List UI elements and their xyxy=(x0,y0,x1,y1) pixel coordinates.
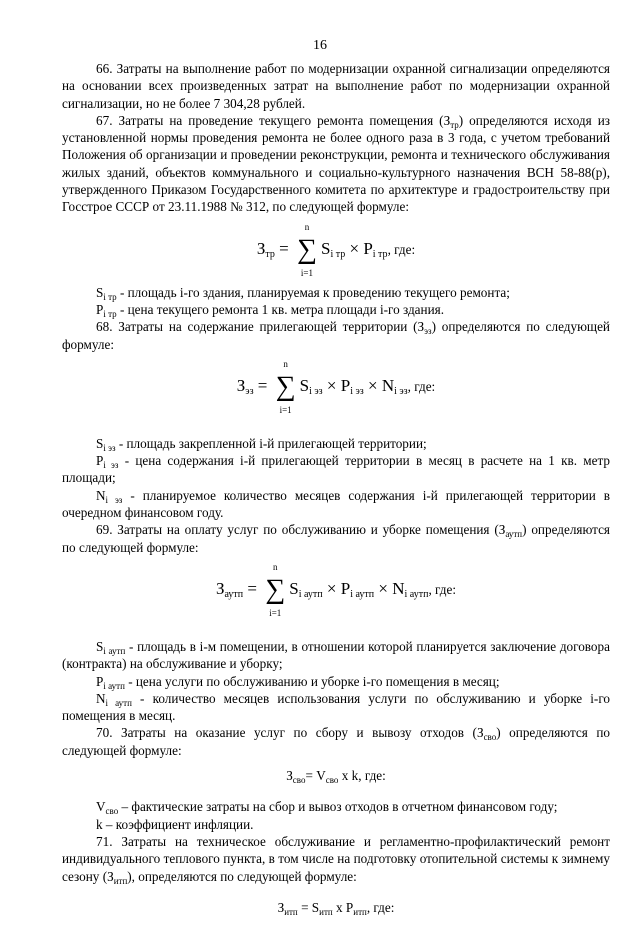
definition-p-tr: $P_{i тр}$ - цена текущего ремонта 1 кв. метра площади i-го здания. xyxy=(96,301,444,319)
sum-sign: n ∑ i=1 xyxy=(296,221,317,278)
definition-v-svo: $V_{сво}$ – фактические затраты на сбор и вывоз отходов в отчетном финансовом году; xyxy=(96,799,558,817)
page-number: 16 xyxy=(313,38,327,53)
definition-k: k – коэффициент инфляции. xyxy=(96,816,254,832)
paragraph-67: 67. Затраты на проведение текущего ремонта помещения $(З_{тр})$ определяются исходя из установленной нормы проведения ремонта не более одного раза в 3 года, с учетом требований Положения об организации и проведении реконструкции, ремонта и технического обслуживания жилых зданий, объектов коммунального и социально-культурного назначения ВСН 58-88(р), утвержденного Приказом Государственного комитета по архитектуре и градостроительству при Госстрое СССР от 23.11.1988 № 312, по следующей формуле: xyxy=(62,112,610,215)
formula-71: $З_{итп} = S_{итп}$ х $P_{итп}$, где: xyxy=(277,899,395,917)
sum-sign: n ∑ i=1 xyxy=(265,562,286,619)
document-body xyxy=(62,60,610,930)
definition-n-ez: $N_{i эз}$ - планируемое количество месяцев содержания i-й прилегающей территории в очередном финансовом году. xyxy=(62,487,611,521)
paragraph-68: 68. Затраты на содержание прилегающей территории $(З_{эз})$ определяются по следующей формуле: xyxy=(62,319,610,352)
definition-p-ez: $P_{i эз}$ - цена содержания i-й прилегающей территории в месяц в расчете на 1 кв. метр площади; xyxy=(62,453,610,486)
paragraph-71: 71. Затраты на техническое обслуживание и регламентно-профилактический ремонт индивидуального теплового пункта, в том числе на подготовку отопительной системы к зимнему сезону $(З_{итп})$, определяются по следующей формуле: xyxy=(62,833,610,886)
paragraph-70: 70. Затраты на оказание услуг по сбору и вывозу отходов $(З_{сво})$ определяются по следующей формуле: xyxy=(62,725,611,758)
paragraph-66: 66. Затраты на выполнение работ по модернизации охранной сигнализации определяются на основании всех произведенных затрат на выполнение работ по модернизации охранной сигнализации, но не более 7 304,28 рублей. xyxy=(62,61,610,111)
paragraph-69: 69. Затраты на оплату услуг по обслуживанию и уборке помещения $(З_{аутп})$ определяются по следующей формуле: xyxy=(62,522,610,555)
formula-68: $З_{эз}$ = n ∑ i=1 $S_{i эз} \times P_{i эз} \times N_{i эз}$, где: xyxy=(236,358,436,415)
formula-69: $З_{аутп}$ = n ∑ i=1 $S_{i аутп} \times P_{i аутп} \times N_{i аутп}$, где: xyxy=(215,562,457,619)
definition-s-tr: $S_{i тр}$ - площадь i-го здания, планируемая к проведению текущего ремонта; xyxy=(96,284,510,302)
definition-n-autp: $N_{i аутп}$ - количество месяцев использования услуги по обслуживанию и уборке i-го помещения в месяц. xyxy=(62,690,610,724)
definition-p-autp: $P_{i аутп}$ - цена услуги по обслуживанию и уборке i-го помещения в месяц; xyxy=(96,673,500,691)
sum-sign: n ∑ i=1 xyxy=(275,358,296,415)
formula-67: $З_{тр}$ = n ∑ i=1 $S_{i тр} \times P_{i тр}$, где: xyxy=(256,221,416,278)
definition-s-autp: $S_{i аутп}$ - площадь в i-м помещении, в отношении которой планируется заключение договора (контракта) на обслуживание и уборку; xyxy=(62,638,610,672)
formula-70: $З_{сво}= V_{сво}$ х k, где: xyxy=(286,768,386,786)
definition-s-ez: $S_{i эз}$ - площадь закрепленной i-й прилегающей территории; xyxy=(96,435,427,453)
